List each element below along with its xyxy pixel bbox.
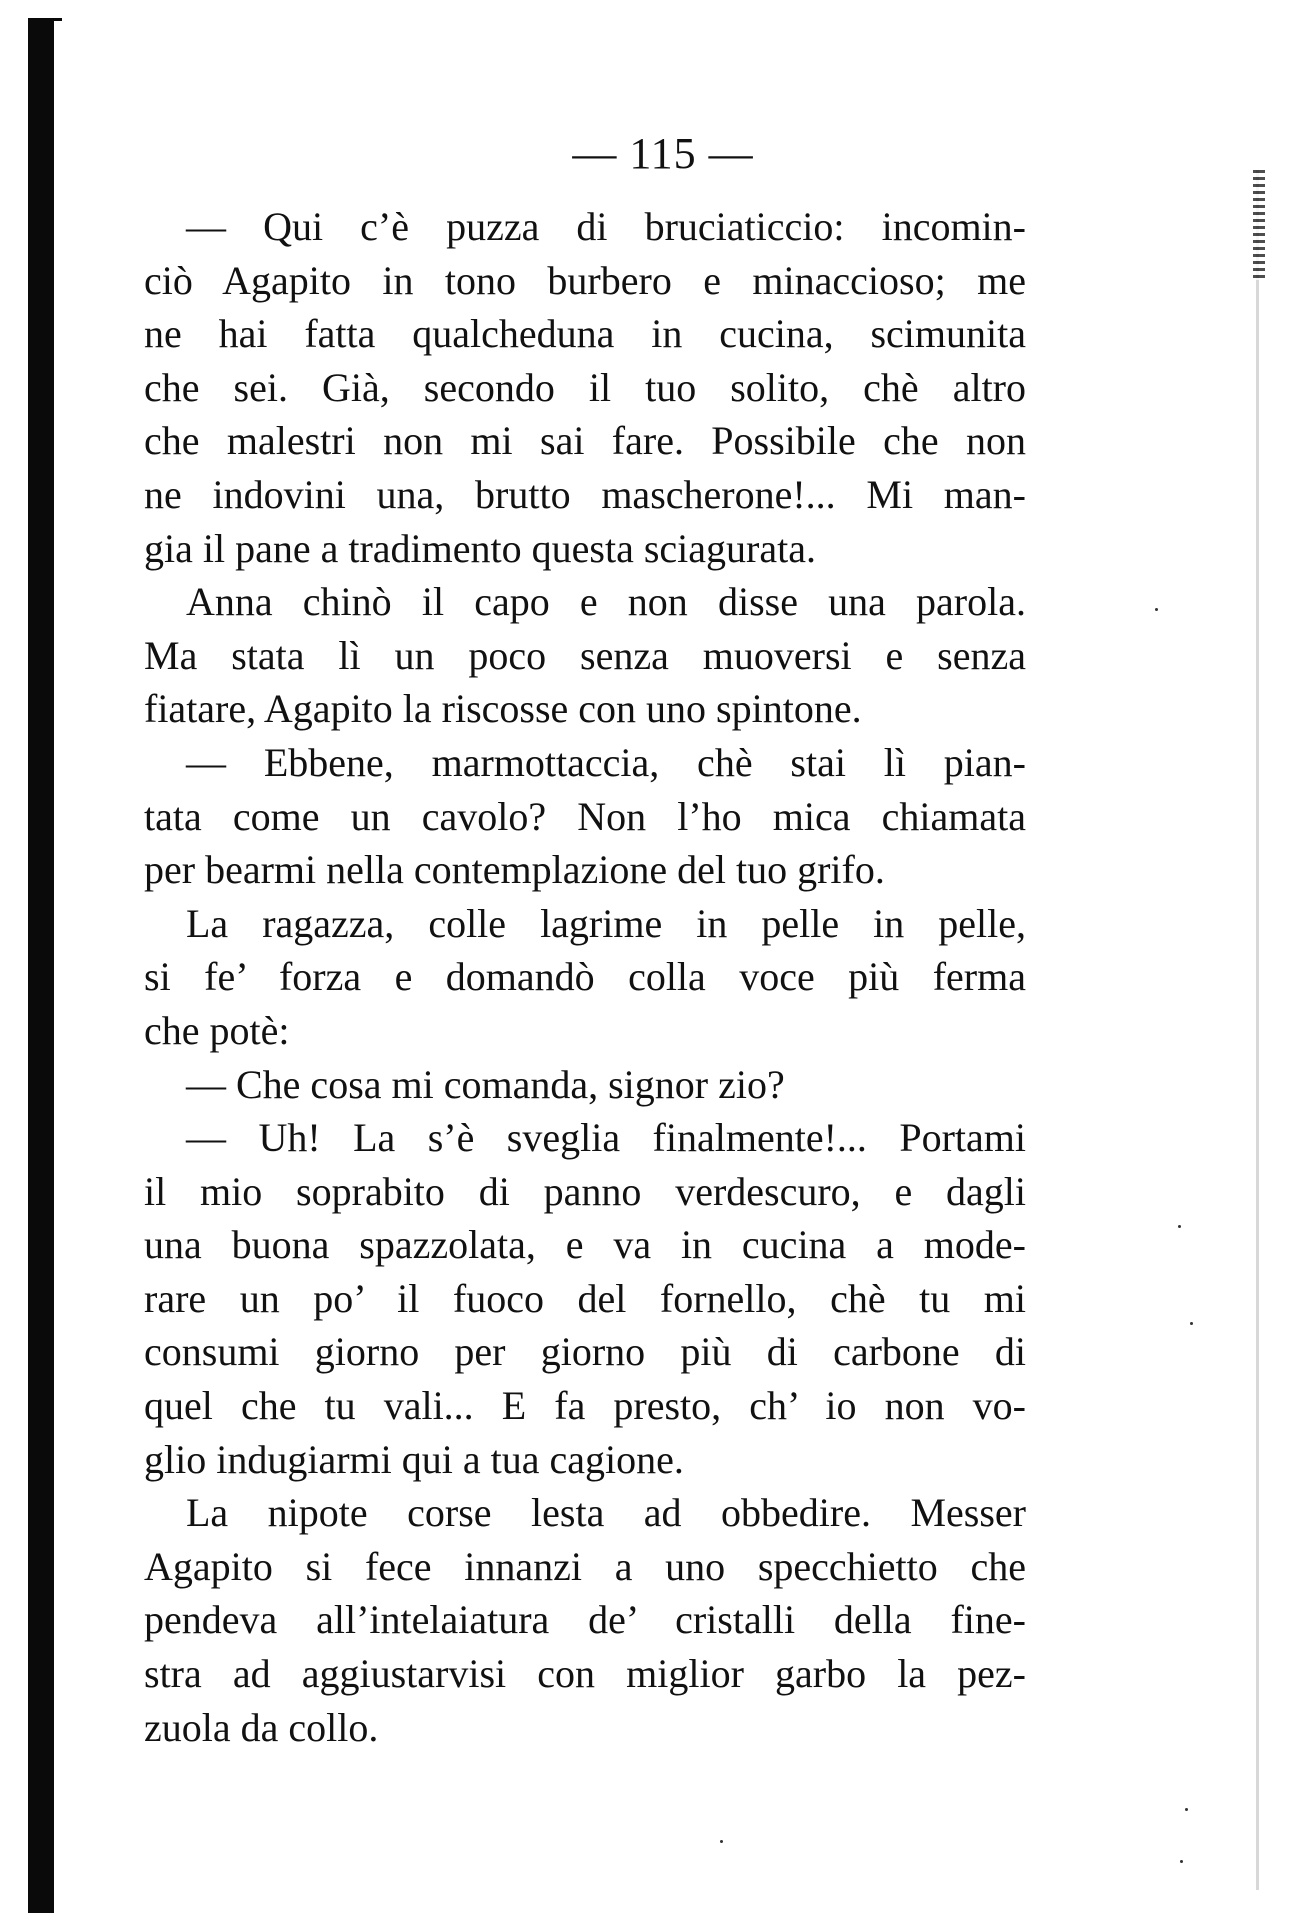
- text-line: La nipote corse lesta ad obbedire. Messer: [186, 1490, 1026, 1536]
- text-line: che potè:: [144, 1007, 290, 1053]
- text-line: Agapito si fece innanzi a uno specchietto che: [144, 1543, 1026, 1589]
- binding-edge-tick: [54, 18, 62, 21]
- text-line: tata come un cavolo? Non l’ho mica chiamata: [144, 793, 1026, 839]
- binding-edge-right: [1256, 170, 1259, 1890]
- text-line: pendeva all’intelaiatura de’ cristalli della fine-: [144, 1597, 1026, 1643]
- text-line: il mio soprabito di panno verdescuro, e dagli: [144, 1168, 1026, 1214]
- text-line: una buona spazzolata, e va in cucina a mode-: [144, 1222, 1026, 1268]
- text-line: che malestri non mi sai fare. Possibile che non: [144, 418, 1026, 464]
- body-text: [144, 200, 1026, 1754]
- text-line: che sei. Già, secondo il tuo solito, chè altro: [144, 364, 1026, 410]
- scan-speck: [1155, 608, 1158, 611]
- scan-speck: [1180, 1860, 1183, 1863]
- text-line: gia il pane a tradimento questa sciagurata.: [144, 525, 816, 571]
- text-line: Anna chinò il capo e non disse una parola.: [186, 579, 1026, 625]
- page-number: — 115 —: [572, 129, 754, 178]
- binding-mark-right: [1253, 170, 1265, 280]
- text-line: — Che cosa mi comanda, signor zio?: [186, 1061, 785, 1107]
- binding-edge-left: [28, 18, 54, 1913]
- text-line: zuola da collo.: [144, 1704, 379, 1750]
- scan-speck: [1185, 1808, 1188, 1811]
- scan-speck: [1178, 1225, 1181, 1228]
- text-line: stra ad aggiustarvisi con miglior garbo la pez-: [144, 1651, 1026, 1697]
- text-line: ciò Agapito in tono burbero e minaccioso; me: [144, 257, 1026, 303]
- text-line: rare un po’ il fuoco del fornello, chè tu mi: [144, 1275, 1026, 1321]
- scan-speck: [720, 1840, 723, 1843]
- text-line: ne indovini una, brutto mascherone!... Mi man-: [144, 471, 1026, 517]
- text-line: per bearmi nella contemplazione del tuo grifo.: [144, 847, 885, 893]
- text-line: Ma stata lì un poco senza muoversi e senza: [144, 632, 1026, 678]
- text-line: — Ebbene, marmottaccia, chè stai lì pian-: [186, 739, 1026, 785]
- text-line: — Uh! La s’è sveglia finalmente!... Portami: [186, 1115, 1026, 1161]
- scan-speck: [1190, 1322, 1193, 1325]
- text-line: ne hai fatta qualcheduna in cucina, scimunita: [144, 311, 1026, 357]
- text-line: La ragazza, colle lagrime in pelle in pelle,: [186, 900, 1026, 946]
- text-line: quel che tu vali... E fa presto, ch’ io non vo-: [144, 1383, 1026, 1429]
- text-line: glio indugiarmi qui a tua cagione.: [144, 1436, 684, 1482]
- text-line: si fe’ forza e domandò colla voce più ferma: [144, 954, 1026, 1000]
- text-line: fiatare, Agapito la riscosse con uno spintone.: [144, 686, 862, 732]
- text-line: — Qui c’è puzza di bruciaticcio: incomin-: [186, 204, 1026, 249]
- text-line: consumi giorno per giorno più di carbone di: [144, 1329, 1026, 1375]
